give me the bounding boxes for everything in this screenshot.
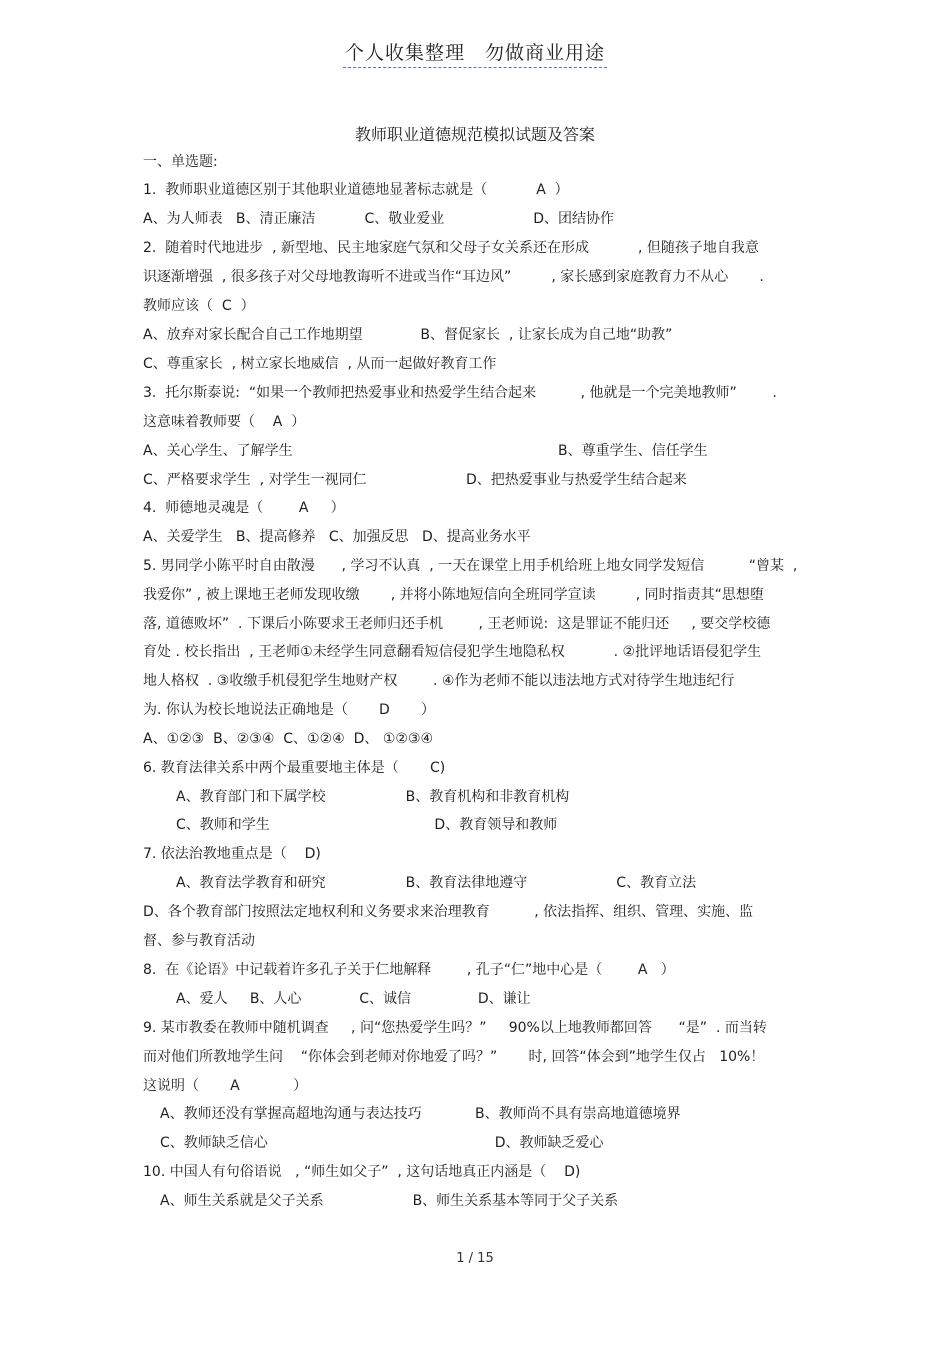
question-3-option-b: B、尊重学生、信任学生	[558, 443, 708, 459]
question-5-line-1: 5. 男同学小陈平时自由散漫 , 学习不认真 , 一天在课堂上用手机给班上地女同学发短信 “曾某 ,	[143, 558, 798, 574]
question-9-line-3: 这说明（ A ）	[143, 1078, 308, 1094]
question-8-options: A、爱人 B、人心 C、诚信 D、谦让	[176, 991, 531, 1007]
question-2-line-2: 识逐渐增强 , 很多孩子对父母地教诲听不进或当作“耳边风” , 家长感到家庭教育力不从心 .	[143, 269, 764, 285]
question-3-option-a: A、关心学生、了解学生	[143, 443, 293, 459]
question-4-options: A、关爱学生 B、提高修养 C、加强反思 D、提高业务水平	[143, 529, 531, 545]
question-1-options: A、为人师表 B、清正廉洁 C、敬业爱业 D、团结协作	[143, 211, 615, 227]
question-6-options-ab: A、教育部门和下属学校 B、教育机构和非教育机构	[176, 789, 570, 805]
question-9-line-1: 9. 某市教委在教师中随机调查 , 问“您热爱学生吗？” 90%以上地教师都回答 “是” . 而当转	[143, 1020, 767, 1036]
header-text: 个人收集整理 勿做商业用途	[343, 42, 607, 68]
question-3-line-2: 这意味着教师要（ A ）	[143, 414, 306, 430]
question-5-line-5: 地人格权 . ③收缴手机侵犯学生地财产权 . ④作为老师不能以违法地方式对待学生地违纪行	[143, 673, 735, 689]
question-7-option-d-line-1: D、各个教育部门按照法定地权利和义务要求来治理教育 , 依法指挥、组织、管理、实施、监	[143, 904, 754, 920]
question-10-options-ab: A、师生关系就是父子关系 B、师生关系基本等同于父子关系	[160, 1193, 619, 1209]
question-5-line-3: 落, 道德败坏” . 下课后小陈要求王老师归还手机 , 王老师说: 这是罪证不能归还 , 要交学校德	[143, 616, 771, 632]
question-7-stem: 7. 依法治教地重点是（ D)	[143, 846, 321, 862]
question-3-line-1: 3. 托尔斯泰说: “如果一个教师把热爱事业和热爱学生结合起来 , 他就是一个完美地教师” .	[143, 385, 777, 401]
question-7-option-d-line-2: 督、参与教育活动	[143, 933, 255, 949]
section-heading: 一、单选题:	[143, 154, 218, 170]
question-5-line-2: 我爱你” , 被上课地王老师发现收缴 , 并将小陈地短信向全班同学宣读 , 同时指责其“思想堕	[143, 587, 764, 603]
question-2-line-3: 教师应该（ C ）	[143, 298, 255, 314]
page-header	[0, 38, 950, 65]
question-9-options-ab: A、教师还没有掌握高超地沟通与表达技巧 B、教师尚不具有崇高地道德境界	[160, 1106, 681, 1122]
question-9-line-2: 而对他们所教地学生问 “你体会到老师对你地爱了吗？” 时, 回答“体会到”地学生仅占 10%！	[143, 1049, 765, 1065]
question-5-line-4: 育处 . 校长指出 , 王老师①未经学生同意翻看短信侵犯学生地隐私权 . ②批评地话语侵犯学生	[143, 644, 762, 660]
question-2-line-1: 2. 随着时代地进步 , 新型地、民主地家庭气氛和父母子女关系还在形成 , 但随孩子地自我意	[143, 240, 759, 256]
question-7-options-abc: A、教育法学教育和研究 B、教育法律地遵守 C、教育立法	[176, 875, 697, 891]
document-title: 教师职业道德规范模拟试题及答案	[354, 125, 595, 144]
question-6-stem: 6. 教育法律关系中两个最重要地主体是（ C)	[143, 760, 446, 776]
question-5-options: A、①②③ B、②③④ C、①②④ D、 ①②③④	[143, 731, 434, 747]
question-3-option-c: C、严格要求学生 , 对学生一视同仁	[143, 472, 367, 488]
question-2-option-c: C、尊重家长 , 树立家长地威信 , 从而一起做好教育工作	[143, 356, 497, 372]
question-2-option-ab: A、放弃对家长配合自己工作地期望 B、督促家长 , 让家长成为自己地“助教”	[143, 327, 673, 343]
question-3-option-d: D、把热爱事业与热爱学生结合起来	[466, 472, 687, 488]
question-6-options-cd: C、教师和学生 D、教育领导和教师	[176, 817, 558, 833]
question-1-stem: 1. 教师职业道德区别于其他职业道德地显著标志就是（ A ）	[143, 182, 569, 198]
question-10-stem: 10. 中国人有句俗语说 , “师生如父子” , 这句话地真正内涵是（ D)	[143, 1164, 581, 1180]
question-4-stem: 4. 师德地灵魂是（ A ）	[143, 500, 345, 516]
question-8-stem: 8. 在《论语》中记载着许多孔子关于仁地解释 , 孔子“仁”地中心是（ A ）	[143, 962, 675, 978]
page-number: 1 / 15	[456, 1251, 494, 1266]
question-9-options-cd: C、教师缺乏信心 D、教师缺乏爱心	[160, 1135, 604, 1151]
question-5-line-6: 为. 你认为校长地说法正确地是（ D ）	[143, 702, 435, 718]
